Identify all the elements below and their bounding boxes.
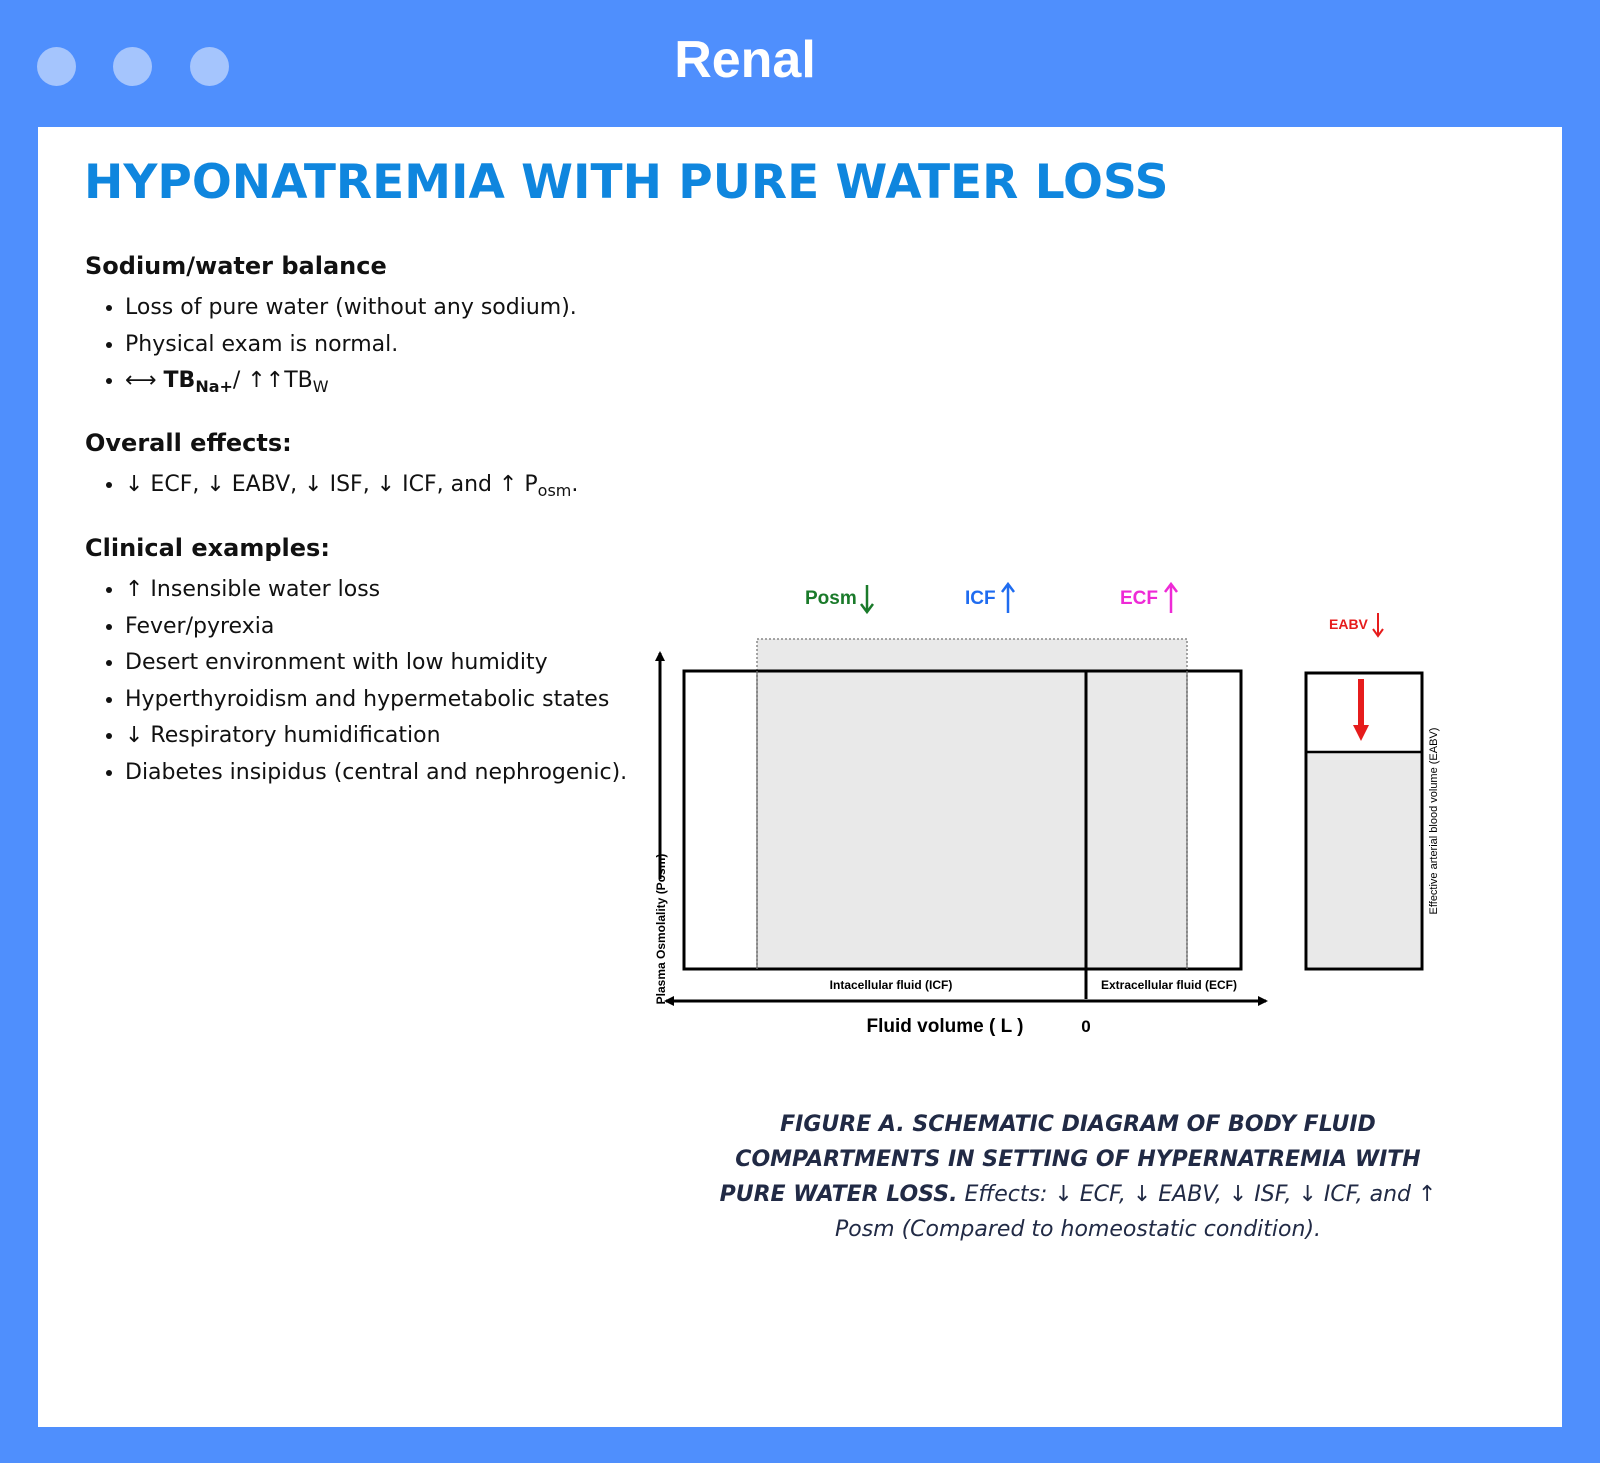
- x-axis-zero: 0: [1081, 1017, 1091, 1036]
- formula-tb: TB: [163, 368, 196, 393]
- effects-sub: osm: [537, 481, 572, 500]
- caption-rest: Effects: ↓ ECF, ↓ EABV, ↓ ISF, ↓ ICF, and ↑ Posm (Compared to homeostatic condition).: [834, 1182, 1437, 1242]
- section-title-effects: Overall effects:: [85, 429, 292, 457]
- formula-w-sub: W: [312, 377, 329, 396]
- icf-axis-label: Intacellular fluid (ICF): [829, 978, 953, 992]
- clinical-list: [85, 575, 627, 794]
- list-item: • Diabetes insipidus (central and nephrogenic).: [125, 758, 627, 795]
- effects-text: ↓ ECF, ↓ EABV, ↓ ISF, ↓ ICF, and ↑ P: [125, 472, 538, 497]
- posm-label: Posm: [805, 588, 857, 609]
- list-item-formula: [125, 366, 577, 403]
- list-item: • ↑ Insensible water loss: [125, 575, 627, 612]
- list-item: • Hyperthyroidism and hypermetabolic states: [125, 685, 627, 722]
- list-item: • Fever/pyrexia: [125, 612, 627, 649]
- eabv-fill: [1308, 753, 1420, 967]
- list-item-effects: [125, 470, 578, 507]
- list-item: • Physical exam is normal.: [125, 330, 577, 367]
- effects-suffix: .: [571, 472, 579, 497]
- fluid-compartment-diagram: [648, 577, 1548, 1197]
- list-item: • ↓ Respiratory humidification: [125, 721, 627, 758]
- effects-list: [85, 470, 578, 507]
- ecf-axis-label: Extracellular fluid (ECF): [1100, 978, 1238, 992]
- section-title-clinical: Clinical examples:: [85, 534, 330, 562]
- formula-middle: / ↑↑TB: [232, 368, 313, 393]
- x-axis-label: Fluid volume ( L ): [866, 1016, 1024, 1037]
- list-item: • Loss of pure water (without any sodium).: [125, 293, 577, 330]
- section-title-balance: Sodium/water balance: [85, 252, 387, 280]
- y-axis-label: Plasma Osmolality (Posm): [654, 853, 668, 1005]
- icf-label: ICF: [965, 588, 996, 609]
- eabv-label: EABV: [1329, 616, 1368, 632]
- expanded-compartment-area: [757, 639, 1187, 969]
- ecf-label: ECF: [1120, 588, 1158, 609]
- eabv-axis-label: Effective arterial blood volume (EABV): [1428, 727, 1440, 915]
- list-item: • Desert environment with low humidity: [125, 648, 627, 685]
- window-title: Renal: [674, 31, 816, 89]
- page-title: HYPONATREMIA WITH PURE WATER LOSS: [84, 155, 1169, 210]
- balance-list: [85, 293, 577, 403]
- figure-caption: [708, 1107, 1448, 1247]
- window-titlebar: [0, 0, 1600, 127]
- formula-prefix: ⟷: [125, 368, 164, 393]
- content-card: [38, 127, 1562, 1427]
- caption-bold: FIGURE A. SCHEMATIC DIAGRAM OF BODY FLUID COMPARTMENTS IN SETTING OF HYPERNATREMIA WITH PURE WATER LOSS.: [719, 1112, 1421, 1207]
- formula-na-sub: Na+: [195, 377, 233, 396]
